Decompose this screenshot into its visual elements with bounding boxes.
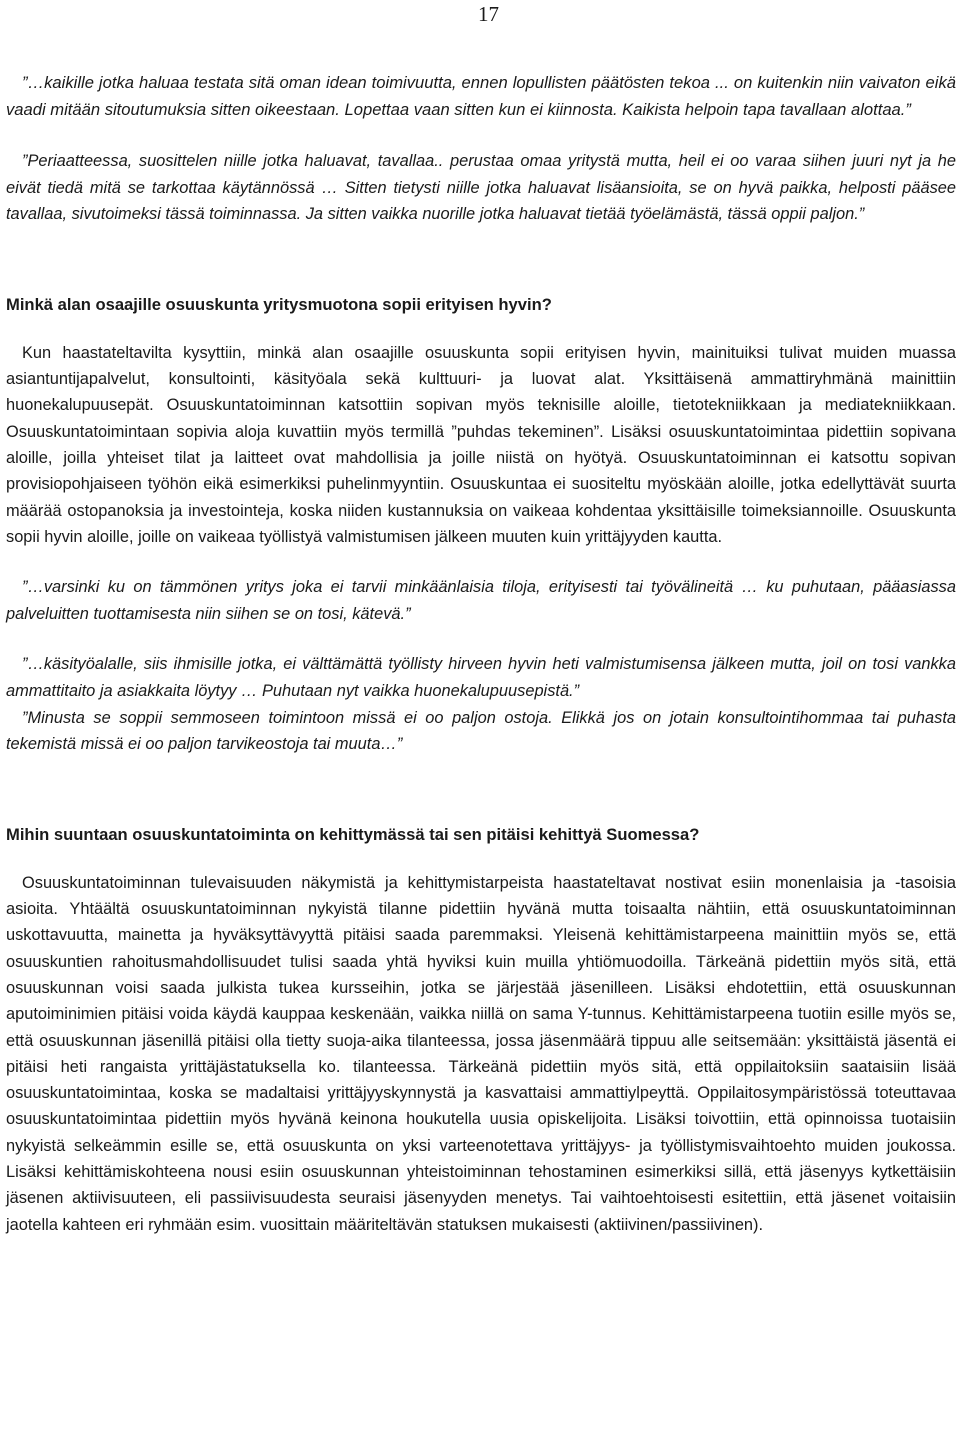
page-number: 17 <box>478 2 499 26</box>
document-body <box>6 70 956 1238</box>
interview-quote: ”…varsinki ku on tämmönen yritys joka ei tarvii minkäänlaisia tiloja, erityisesti tai työvälineitä … ku puhutaan, pääasiassa palveluitten tuottamisesta niin siihen se on tosi, kätevä.” <box>6 578 956 623</box>
section-heading: Mihin suuntaan osuuskuntatoiminta on kehittymässä tai sen pitäisi kehittyä Suomessa? <box>6 824 700 844</box>
interview-quote: ”Minusta se soppii semmoseen toimintoon missä ei oo paljon ostoja. Elikkä jos on jotain konsultointihommaa tai puhasta tekemistä missä ei oo paljon tarvikeostoja tai muuta…” <box>6 708 956 754</box>
interview-quote: ”…käsityöalalle, siis ihmisille jotka, ei välttämättä työllisty hirveen hyvin heti valmistumisensa jälkeen mutta, joil on tosi vankka ammattitaito ja asiakkaita löytyy … Puhutaan nyt vaikka huonekalupuusepistä.” <box>6 655 956 700</box>
interview-quote: ”Periaatteessa, suosittelen niille jotka haluavat, tavallaa.. perustaa omaa yritystä mutta, heil ei oo varaa siihen juuri nyt ja he eivät tiedä mitä se tarkottaa käytännössä … Sitten tietysti niille jotka haluavat lisäansioita, se on hyvä paikka, helposti pääsee tavallaa, sivutoimeksi tässä toiminnassa. Ja sitten vaikka nuorille jotka haluavat tietää työelämästä, tässä oppii paljon.” <box>6 152 956 224</box>
section-heading: Minkä alan osaajille osuuskunta yritysmuotona sopii erityisen hyvin? <box>6 294 552 314</box>
body-paragraph: Kun haastateltavilta kysyttiin, minkä alan osaajille osuuskunta sopii erityisen hyvin, mainituiksi tulivat muiden muassa asiantuntijapalvelut, konsultointi, käsityöala sekä kulttuuri- ja luovat alat. Yksittäisenä ammattiryhmänä mainittiin huonekalupuusepät. Osuuskuntatoiminnan katsottiin sopivan myös teknisille aloille, tietotekniikkaan ja mediatekniikkaan. Osuuskuntatoimintaan sopivia aloja kuvattiin myös termillä ”puhdas tekeminen”. Lisäksi osuuskuntatoimintaa pidettiin sopivana aloille, joilla yhteiset tilat ja laitteet ovat mahdollisia ja joille niistä on hyötyä. Osuuskuntatoiminnan ei katsottu sopivan provisiopohjaiseen työhön eikä esimerkiksi puhelinmyyntiin. Osuuskuntaa ei suositeltu myöskään aloille, jotka edellyttävät suurta määrää ostopanoksia ja investointeja, koska niiden kustannuksia on vaikeaa kohdentaa yksittäisille toimeksiannoille. Osuuskunta sopii hyvin aloille, joille on vaikeaa työllistyä valmistumisen jälkeen muuten kuin yrittäjyyden kautta. <box>6 343 956 546</box>
body-paragraph: Osuuskuntatoiminnan tulevaisuuden näkymistä ja kehittymistarpeista haastateltavat nostivat esiin monenlaisia ja -tasoisia asioita. Yhtäältä osuuskuntatoiminnan nykyistä tilanne pidettiin hyvänä mutta toisaalta nähtiin, että osuuskuntatoiminnan uskottavuutta, mainetta ja hyväksyttävyyttä pitäisi saada paremmaksi. Yleisenä kehittämistarpeena mainittiin myös se, että osuuskuntien rahoitusmahdollisuudet tulisi saada yhtä hyviksi kuin muilla yhtiömuodoilla. Tärkeänä pidettiin myös sitä, että osuuskunnan voisi saada julkista tukea kursseihin, jotka se järjestää jäsenilleen. Lisäksi ehdotettiin, että osuuskunnan aputoiminimien pitäisi voida käydä kauppaa keskenään, vaikka niillä on sama Y-tunnus. Kehittämistarpeena tuotiin esille myös se, että osuuskunnan jäsenillä pitäisi olla tietty suoja-aika tilanteessa, jossa jäsenmäärä tippuu alle seitsemään: yksittäistä jäsentä ei pitäisi heti rangaista yrittäjästatuksella ko. tilanteessa. Tärkeänä pidettiin myös sitä, että oppilaitoksiin saataisiin lisää osuuskuntatoimintaa, koska se madaltaisi yrittäjyyskynnystä ja kasvattaisi ammattiylpeyttä. Oppilaitosympäristössä toteuttavaa osuuskuntatoimintaa pidettiin myös hyvänä keinona houkutella uusia opiskelijoita. Lisäksi toivottiin, että opinnoissa tuotaisiin nykyistä selkeämmin esille se, että osuuskunta on yksi varteenotettava yrittäjyys- ja työllistymisvaihtoehto muiden joukossa. Lisäksi kehittämiskohteena nousi esiin osuuskunnan yhteistoiminnan tehostaminen esimerkiksi sillä, että jäsenyys kytkettäisiin jäsenen aktiivisuuteen, eli passiivisuudesta seuraisi jäsenyyden menetys. Tai vaihtoehtoisesti esitettiin, että jäsenet voitaisiin jaotella kahteen eri ryhmään esim. vuosittain määriteltävän statuksen mukaisesti (aktiivinen/passiivinen). <box>6 873 956 1234</box>
interview-quote: ”…kaikille jotka haluaa testata sitä oman idean toimivuutta, ennen lopullisten päätösten tekoa ... on kuitenkin niin vaivaton eikä vaadi mitään sitoutumuksia sitten oikeestaan. Lopettaa vaan sitten kun ei kiinnosta. Kaikista helpoin tapa tavallaan alottaa.” <box>6 73 956 119</box>
